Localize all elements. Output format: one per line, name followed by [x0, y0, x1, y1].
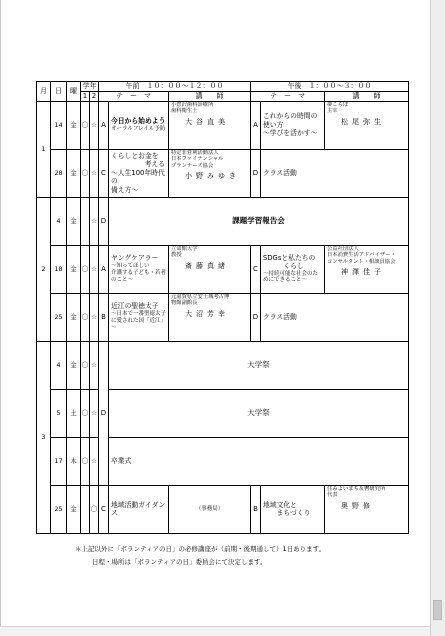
- term2-mark: 〇: [90, 485, 99, 533]
- event-title: 課題学習報告会: [109, 197, 409, 245]
- day-cell: 4: [51, 197, 67, 245]
- lecturer-affiliation: 立命館大学: [171, 245, 198, 252]
- event-category: D: [99, 197, 109, 245]
- pm-category: B: [251, 485, 261, 533]
- lecturer-title: 教授: [171, 252, 182, 259]
- term2-mark: ☆: [90, 245, 99, 293]
- term2-mark: ☆: [90, 437, 99, 485]
- term1-mark: 〇: [81, 293, 90, 341]
- lecturer-name: 奥野修: [341, 501, 374, 510]
- pm-theme-line: ～持続可能な社会のた: [263, 270, 319, 277]
- am-theme: [109, 149, 169, 197]
- am-lecturer: [169, 101, 251, 149]
- weekday-cell: 金: [67, 245, 81, 293]
- am-theme: [109, 245, 169, 293]
- am-theme-line: 近江の聖徳太子: [111, 302, 159, 311]
- lecturer-affiliation: 住みよいまち＆轡研究所: [327, 485, 386, 492]
- pm-theme-line: SDGsと私たちの: [263, 253, 316, 262]
- lecturer-affiliation: 日本消費生活アドバイザー・: [327, 252, 396, 259]
- weekday-cell: 土: [67, 389, 81, 437]
- header-row-1: [37, 82, 409, 92]
- am-category: C: [99, 149, 109, 197]
- footnote-line-2: 日程・場所は「ボランティアの日」委員会にて決定します。: [92, 558, 267, 566]
- am-theme-line: ス: [111, 509, 118, 517]
- term2-mark: ☆: [90, 341, 99, 389]
- term2-mark: ☆: [90, 149, 99, 197]
- term1-mark: 〇: [81, 341, 90, 389]
- event-title: 卒業式: [109, 437, 409, 485]
- term2-mark: ☆: [90, 197, 99, 245]
- header-am: 午前 １０：００～１２：００: [99, 82, 251, 92]
- lecturer-affiliation: 公益社団法人: [327, 245, 359, 252]
- pm-theme-line: 使い方: [263, 120, 284, 129]
- pm-theme: [261, 101, 325, 149]
- table-row: [37, 149, 409, 197]
- schedule-table: [36, 81, 409, 534]
- pm-theme: [261, 245, 325, 293]
- day-cell: 28: [51, 149, 67, 197]
- day-cell: 17: [51, 437, 67, 485]
- table-row: [37, 341, 409, 389]
- table-row: [37, 389, 409, 437]
- day-cell: 4: [51, 341, 67, 389]
- lecturer-title: 歯科衛生士: [171, 108, 198, 115]
- table-row: [37, 101, 409, 149]
- am-category: C: [99, 485, 109, 533]
- am-theme-line: のこと～: [111, 276, 134, 283]
- month-cell: 2: [37, 197, 51, 341]
- term2-mark: ☆: [90, 293, 99, 341]
- am-lecturer: [169, 149, 251, 197]
- pm-category: A: [251, 101, 261, 149]
- vertical-scrollbar[interactable]: [430, 0, 445, 636]
- header-month: 月: [37, 82, 51, 102]
- lecturer-affiliation: プランナーズ協会: [171, 162, 214, 169]
- am-category: A: [99, 101, 109, 149]
- pm-category: C: [251, 245, 261, 293]
- am-theme: [109, 485, 169, 533]
- lecturer-name: 松尾弥生: [341, 117, 385, 126]
- table-row: [37, 293, 409, 341]
- day-cell: 25: [51, 485, 67, 533]
- event-category: D: [99, 341, 109, 485]
- header-term: 学年: [82, 82, 97, 90]
- month-cell: 3: [37, 341, 51, 533]
- am-category: A: [99, 245, 109, 293]
- term1-mark: 〇: [81, 245, 90, 293]
- weekday-cell: 金: [67, 293, 81, 341]
- weekday-cell: 金: [67, 485, 81, 533]
- header-pm-lecturer: 講 師: [325, 91, 409, 101]
- am-theme-line: 備え方～: [111, 185, 139, 194]
- weekday-cell: 金: [67, 341, 81, 389]
- pm-lecturer: [325, 485, 409, 533]
- am-theme-line: くらしとお金を: [111, 151, 159, 160]
- lecturer-affiliation: 日本ファイナンシャル: [171, 156, 224, 163]
- day-cell: 5: [51, 389, 67, 437]
- event-title: 大学祭: [109, 389, 409, 437]
- header-am-lecturer: 講 師: [169, 91, 251, 101]
- table-row: [37, 485, 409, 533]
- header-term-2: 2: [90, 91, 99, 101]
- lecturer-affiliation: コンサルタント・相談員協会: [327, 258, 396, 265]
- am-theme-line: ～人生100年時代の: [111, 168, 165, 186]
- lecturer-title: 代表: [327, 492, 338, 499]
- lecturer-title: 主宰: [327, 108, 338, 115]
- day-cell: 25: [51, 293, 67, 341]
- lecturer-name: 神澤佳子: [341, 268, 385, 277]
- weekday-cell: 金: [67, 101, 81, 149]
- header-pm-theme: テ ー マ: [251, 91, 325, 101]
- am-lecturer: [169, 245, 251, 293]
- header-weekday: 曜: [67, 82, 81, 102]
- am-theme-line: 考える: [144, 160, 165, 169]
- am-theme-line: オーラルフレイル予防: [111, 125, 166, 132]
- pm-category: D: [251, 149, 261, 197]
- footnote-line-1: ＊上記以外に「ボランティアの日」の必修講座が（前期・後期通して）1日あります。: [75, 545, 326, 553]
- lecturer-affiliation: 小倉沢歯科診療所: [171, 101, 214, 108]
- lecturer-name: 大沼芳幸: [185, 309, 229, 318]
- am-theme-line: ～日本で一番聖徳太子: [111, 310, 167, 317]
- lecturer-name: 斎藤真緒: [185, 261, 229, 270]
- table-row: [37, 197, 409, 245]
- header-day: 日: [51, 82, 67, 102]
- term1-mark: 〇: [81, 101, 90, 149]
- am-theme-line: 地域活動ガイダン: [111, 500, 166, 509]
- pm-theme: [261, 485, 325, 533]
- window-bottom-edge: [0, 626, 430, 636]
- pm-theme-line: めにできること～: [263, 277, 308, 284]
- scrollbar-thumb[interactable]: [433, 600, 442, 620]
- pm-category: D: [251, 293, 261, 341]
- header-am-theme: テ ー マ: [99, 91, 169, 101]
- term1-mark: [81, 197, 90, 245]
- day-cell: 14: [51, 101, 67, 149]
- am-lecturer: [169, 293, 251, 341]
- table-row: [37, 245, 409, 293]
- pm-theme-line: くらし: [283, 262, 304, 271]
- month-cell: 1: [37, 101, 51, 197]
- lecturer-affiliation: 特定非営利活動法人: [171, 149, 219, 156]
- pm-lecturer: [325, 101, 409, 149]
- am-theme: [109, 101, 169, 149]
- term1-mark: 〇: [81, 389, 90, 437]
- event-title: 大学祭: [109, 341, 409, 389]
- am-theme-line: ヤングケアラー: [111, 254, 159, 263]
- lecturer-name: 大谷直美: [185, 117, 229, 126]
- term1-mark: 〇: [81, 149, 90, 197]
- pm-lecturer: [325, 245, 409, 293]
- pm-theme: クラス活動: [261, 293, 409, 341]
- am-theme-line: ～知ってほしい: [111, 262, 150, 269]
- weekday-cell: 金: [67, 197, 81, 245]
- term2-mark: ☆: [90, 389, 99, 437]
- pm-theme-line: これからの時間の: [263, 112, 318, 121]
- am-theme-line: 今日から始めよう: [111, 117, 166, 126]
- lecturer-affiliation: 夢こらぼ: [327, 101, 349, 108]
- pm-theme-line: 地域文化と: [263, 500, 297, 509]
- weekday-cell: 木: [67, 437, 81, 485]
- term1-mark: 〇: [81, 437, 90, 485]
- header-row-2: [37, 91, 409, 101]
- lecturer-affiliation: 元滋賀県立安土城考古博: [171, 293, 230, 300]
- table-row: [37, 437, 409, 485]
- lecturer-name: 小野みゆき: [185, 172, 240, 181]
- term2-mark: ☆: [90, 101, 99, 149]
- window-left-edge: [0, 0, 1, 636]
- pm-theme: クラス活動: [261, 149, 409, 197]
- am-theme-line: に愛された国「近江」～: [111, 317, 167, 331]
- lecturer-affiliation: 物館副館長: [171, 300, 198, 307]
- term1-mark: [81, 485, 90, 533]
- am-theme: [109, 293, 169, 341]
- pm-theme-line: ～学びを活かす～: [263, 129, 318, 138]
- day-cell: 18: [51, 245, 67, 293]
- am-category: B: [99, 293, 109, 341]
- header-pm: 午後 １：００～３：００: [251, 82, 409, 92]
- pm-theme-line: まちづくり: [276, 509, 311, 517]
- weekday-cell: 金: [67, 149, 81, 197]
- am-lecturer: （事務局）: [169, 485, 251, 533]
- header-term-1: 1: [81, 91, 90, 101]
- am-theme-line: 介護する子ども・若者: [111, 269, 167, 276]
